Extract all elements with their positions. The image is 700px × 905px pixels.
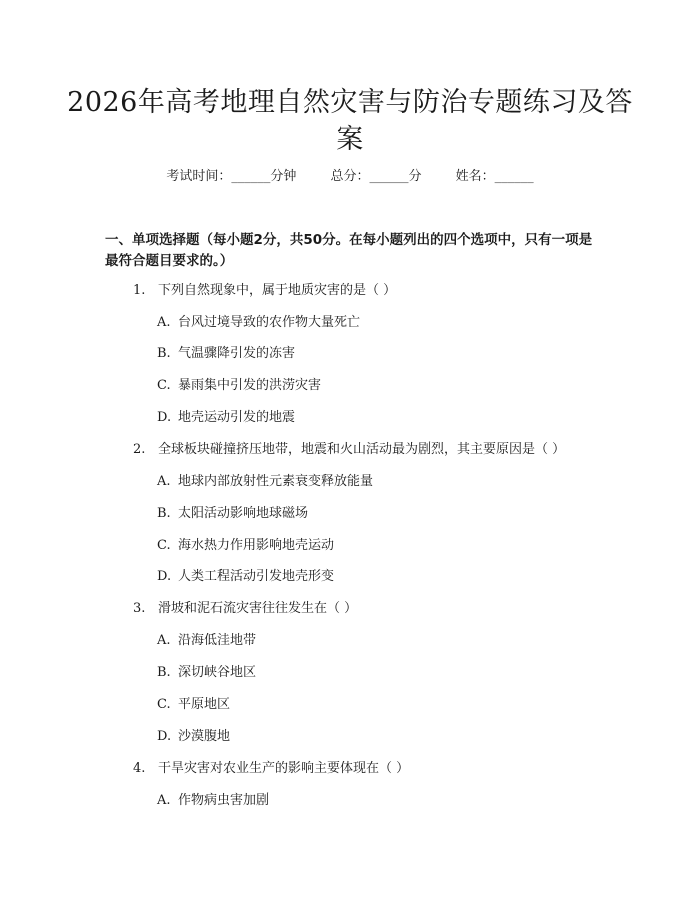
- option-text: 深切峡谷地区: [178, 665, 257, 680]
- option-1d: [157, 409, 597, 427]
- option-letter: A.: [157, 793, 171, 808]
- option-letter: C.: [157, 538, 171, 553]
- option-2a: [157, 473, 597, 491]
- option-text: 作物病虫害加剧: [178, 793, 270, 808]
- question-stem: 滑坡和泥石流灾害往往发生在（ ）: [158, 601, 358, 616]
- exam-meta: [0, 168, 700, 186]
- question-stem: 全球板块碰撞挤压地带，地震和火山活动最为剧烈，其主要原因是（ ）: [158, 442, 566, 457]
- option-letter: B.: [157, 346, 171, 361]
- question-stem: 干旱灾害对农业生产的影响主要体现在（ ）: [158, 761, 410, 776]
- question-4: [133, 760, 603, 778]
- option-text: 暴雨集中引发的洪涝灾害: [178, 378, 322, 393]
- option-text: 太阳活动影响地球磁场: [178, 506, 309, 521]
- option-text: 气温骤降引发的冻害: [178, 346, 296, 361]
- document-title: 2026年高考地理自然灾害与防治专题练习及答案: [67, 87, 633, 155]
- option-text: 沙漠腹地: [178, 729, 231, 744]
- option-1a: [157, 314, 597, 332]
- option-letter: A.: [157, 315, 171, 330]
- option-text: 地球内部放射性元素衰变释放能量: [178, 474, 374, 489]
- option-3a: [157, 632, 597, 650]
- option-text: 地壳运动引发的地震: [178, 410, 296, 425]
- question-stem: 下列自然现象中，属于地质灾害的是（ ）: [158, 283, 397, 298]
- option-letter: C.: [157, 378, 171, 393]
- option-letter: D.: [157, 410, 172, 425]
- option-text: 海水热力作用影响地壳运动: [178, 538, 335, 553]
- option-3d: [157, 728, 597, 746]
- question-3: [133, 600, 603, 618]
- question-2: [133, 441, 603, 459]
- option-letter: B.: [157, 665, 171, 680]
- option-1c: [157, 377, 597, 395]
- option-letter: B.: [157, 506, 171, 521]
- option-text: 平原地区: [178, 697, 231, 712]
- option-2c: [157, 537, 597, 555]
- option-3c: [157, 696, 597, 714]
- exam-time-field: 考试时间：______分钟: [166, 169, 297, 184]
- question-number: 4.: [133, 761, 146, 776]
- option-2b: [157, 505, 597, 523]
- section-heading: 一、单项选择题（每小题2分，共50分。在每小题列出的四个选项中，只有一项是最符合题目要求的。）: [105, 232, 593, 269]
- option-text: 台风过境导致的农作物大量死亡: [178, 315, 361, 330]
- option-letter: A.: [157, 633, 171, 648]
- option-letter: C.: [157, 697, 171, 712]
- total-score-field: 总分：______分: [330, 169, 422, 184]
- option-text: 人类工程活动引发地壳形变: [178, 569, 335, 584]
- option-4a: [157, 792, 597, 810]
- option-2d: [157, 568, 597, 586]
- question-number: 3.: [133, 601, 146, 616]
- question-number: 1.: [133, 283, 146, 298]
- option-1b: [157, 345, 597, 363]
- option-letter: A.: [157, 474, 171, 489]
- option-letter: D.: [157, 729, 172, 744]
- option-3b: [157, 664, 597, 682]
- option-text: 沿海低洼地带: [178, 633, 257, 648]
- option-letter: D.: [157, 569, 172, 584]
- student-name-field: 姓名：______: [455, 169, 534, 184]
- question-number: 2.: [133, 442, 146, 457]
- question-1: [133, 282, 603, 300]
